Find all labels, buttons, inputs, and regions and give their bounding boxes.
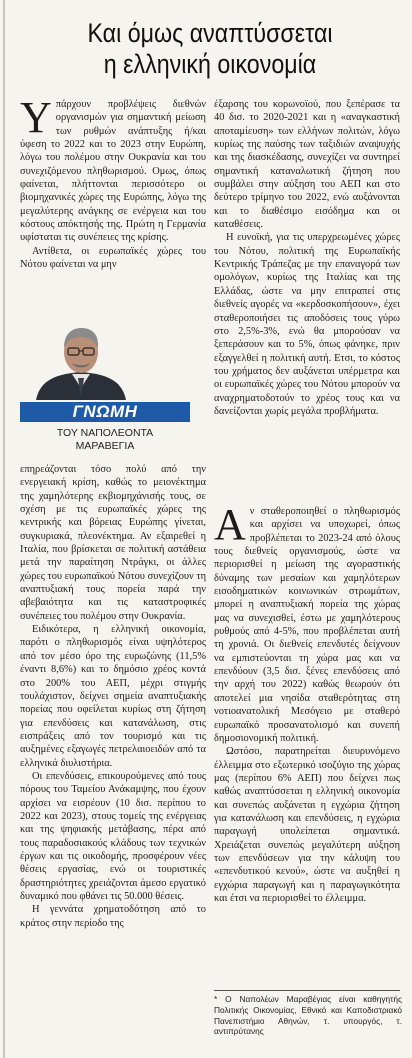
article-column-right-top <box>214 98 400 418</box>
article-column-left-top <box>20 93 206 271</box>
page-edge-rule <box>3 0 5 1058</box>
byline-line-2: ΜΑΡΑΒΕΓΙΑ <box>75 440 135 452</box>
paragraph-text: ν σταθεροποιηθεί ο πληθωρισμός και αρχίσει να υποχωρεί, όπως προβλέπεται το 2023-24 από όλους τους διεθνείς οργανισμούς, ώστε να περιορισθεί η μείωση της αγοραστικής δύναμης των μεσαίων και χαμηλότερων εισοδηματικών κοινωνικών στρωμάτων, μπορεί η αναπτυξιακή πορεία της χώρας μας να συνεχισθεί, έστω με χαμηλότερους ρυθμούς από 4-5%, που προβλέπεται αυτή τη χρονιά. Οι διεθνείς επενδυτές δείχνουν να εμπιστεύονται τη χώρα μας και να επενδύουν (3,5 δισ. ξένες επενδύσεις από την αρχή του 2022) καθώς θεωρούν ότι αποτελεί μια νησίδα σταθερότητας στη νοτιοανατολική Μεσόγειο με σταθερό ευρωπαϊκό προσανατολισμό και συνεπή δημοσιονομική πολιτική. <box>214 506 400 744</box>
paragraph <box>20 93 206 245</box>
bio-divider <box>214 990 400 991</box>
byline-line-1: ΤΟΥ ΝΑΠΟΛΕΟΝΤΑ <box>56 427 154 439</box>
drop-cap: Α <box>214 500 246 549</box>
paragraph: Η γεννάτα χρηματοδότηση από το κράτος στην περίοδο της <box>20 904 206 929</box>
paragraph: Ωστόσο, παρατηρείται διευρυνόμενο έλλειμμα στο εξωτερικό ισοζύγιο της χώρας μας (περίπου 6% ΑΕΠ) που δείχνει πως καθώς αναπτύσσεται η ελληνική οικονομία και συνεπώς αυξάνεται η εγχώρια ζήτηση για κατανάλωση και επενδύσεις, η εγχώρια παραγωγή υπολείπεται σημαντικά. Χρειάζεται συνεπώς μεγαλύτερη αύξηση των επενδύσεων για την κάλυψη του «επενδυτικού κενού», ώστε να αυξηθεί η εγχώρια παραγωγή και η παραγωγικότητα και έτσι να περιορισθεί το έλλειμμα. <box>214 746 400 904</box>
article-column-right-bottom <box>214 500 400 905</box>
headline <box>41 18 378 80</box>
paragraph <box>214 500 400 745</box>
paragraph-text: πάρχουν προβλέψεις διεθνών οργανισμών για σημαντική μείωση των ρυθμών ανάπτυξης ή/και ύφεση το 2022 και το 2023 στην Ευρώπη, λόγω του πολέμου στην Ουκρανία και του συνεχιζόμενου πληθωρισμού. Ομως, όπως φαίνεται, πλήττονται περισσότερο οι βιομηχανικές χώρες της Ευρώπης, λόγω της μεγαλύτερης ανάγκης σε ενέργεια και του κόστους απόκτησής της. Πρώτη η Γερμανία υφίσταται τις συνέπειες της κρίσης. <box>20 99 206 244</box>
headline-line-2: η ελληνική οικονομία <box>103 49 317 79</box>
article-column-left-bottom <box>20 463 206 930</box>
author-photo <box>22 322 140 400</box>
drop-cap: Υ <box>20 93 52 142</box>
paragraph: έξαρσης του κορωνοϊού, που ξεπέρασε τα 40 δισ. το 2020-2021 και η «αναγκαστική αποταμίευση» των ελλήνων πολιτών, λόγω κυρίως της παύσης των ταξιδιών αναψυχής και της διασκέδασης, συνεχίζει να συντηρεί σημαντική καταναλωτική ζήτηση που συμβάλει στην αύξηση του ΑΕΠ και στο δεύτερο τρίμηνο του 2022, ενώ αυξάνονται και το διαθέσιμο εισόδημα και οι καταθέσεις. <box>214 99 400 231</box>
opinion-label: ΓΝΩΜΗ <box>72 402 138 421</box>
author-byline <box>20 427 190 453</box>
paragraph: Η ευνοϊκή, για τις υπερχρεωμένες χώρες του Νότου, πολιτική της Ευρωπαϊκής Κεντρικής Τράπεζας με την επαναγορά των ομολόγων, κυρίως της Ιταλίας και της Ελλάδας, ώστε να μην επιτραπεί στις διεθνείς αγορές να «κερδοσκοπήσουν», έχει σταθεροποιήσει τις αποδόσεις τους γύρω στο 2,5%-3%, ενώ θα μπορούσαν να ξεπεράσουν και το 5%, όπως φάνηκε, πριν εξαγγελθεί η πολιτική αυτή. Ετσι, το κόστος του χρήματος δεν αυξάνεται υπέρμετρα και οι ευρωπαϊκές χώρες του Νότου μπορούν να αναχρηματοδοτούν το χρέος τους και να δανείζονται χωρίς μεγάλα προβλήματα. <box>214 232 400 417</box>
paragraph: Ειδικότερα, η ελληνική οικονομία, παρότι ο πληθωρισμός είναι υψηλότερος από τον μέσο όρο της ευρωζώνης (11,5% έναντι 8,6%) και το δημόσιο χρέος κοντά στο 200% του ΑΕΠ, μέχρι στιγμής τουλάχιστον, δείχνει σημεία αναπτυξιακής πορείας που οφείλεται κυρίως στη ζήτηση για επενδύσεις και κατανάλωση, στις εισπράξεις από τον τουρισμό και τις αυξημένες εξαγωγές πετρελαιοειδών από τα ελληνικά διυλιστήρια. <box>20 624 206 769</box>
paragraph: Αντίθετα, οι ευρωπαϊκές χώρες του Νότου φαίνεται να μην <box>20 245 206 271</box>
headline-line-1: Και όμως αναπτύσσεται <box>87 18 333 48</box>
paragraph: Οι επενδύσεις, επικουρούμενες από τους πόρους του Ταμείου Ανάκαμψης, που έχουν αρχίσει να εισρέουν (10 δισ. περίπου το 2022 και 2023), στους τομείς της ενέργειας και της ψηφιακής μετάβασης, πέρα από τους παραδοσιακούς κλάδους των τεχνικών έργων και τις οικοδομής, προσφέρουν νέες θέσεις εργασίας, ενώ οι τουριστικές δραστηριότητες χρειάζονται άμεσο εργατικό δυναμικό που φθάνει τις 50.000 θέσεις. <box>20 770 206 902</box>
paragraph: επηρεάζονται τόσο πολύ από την ενεργειακή κρίση, καθώς το μειονέκτημα της χαμηλότερης εκβιομηχάνισής τους, σε σχέση με τις ευρωπαϊκές χώρες της κεντρικής και βόρειας Ευρώπης γίνεται, συγκυριακά, πλεονέκτημα. Αν εξαιρεθεί η Ιταλία, που βρίσκεται σε πολιτική αστάθεια μετά την παραίτηση Ντράγκι, οι άλλες χώρες του ευρωπαϊκού Νότου συνεχίζουν τη αναπτυξιακή τους πορεία παρά την αβεβαιότητα και τις καταστροφικές συνέπειες του πολέμου στην Ουκρανία. <box>20 464 206 622</box>
author-bio: * Ο Ναπολέων Μαραβέγιας είναι καθηγητής Πολιτικής Οικονομίας, Εθνικό και Καποδιστριακό Πανεπιστήμιο Αθηνών, τ. υπουργός, τ. αντιπρύτανης <box>214 994 402 1037</box>
